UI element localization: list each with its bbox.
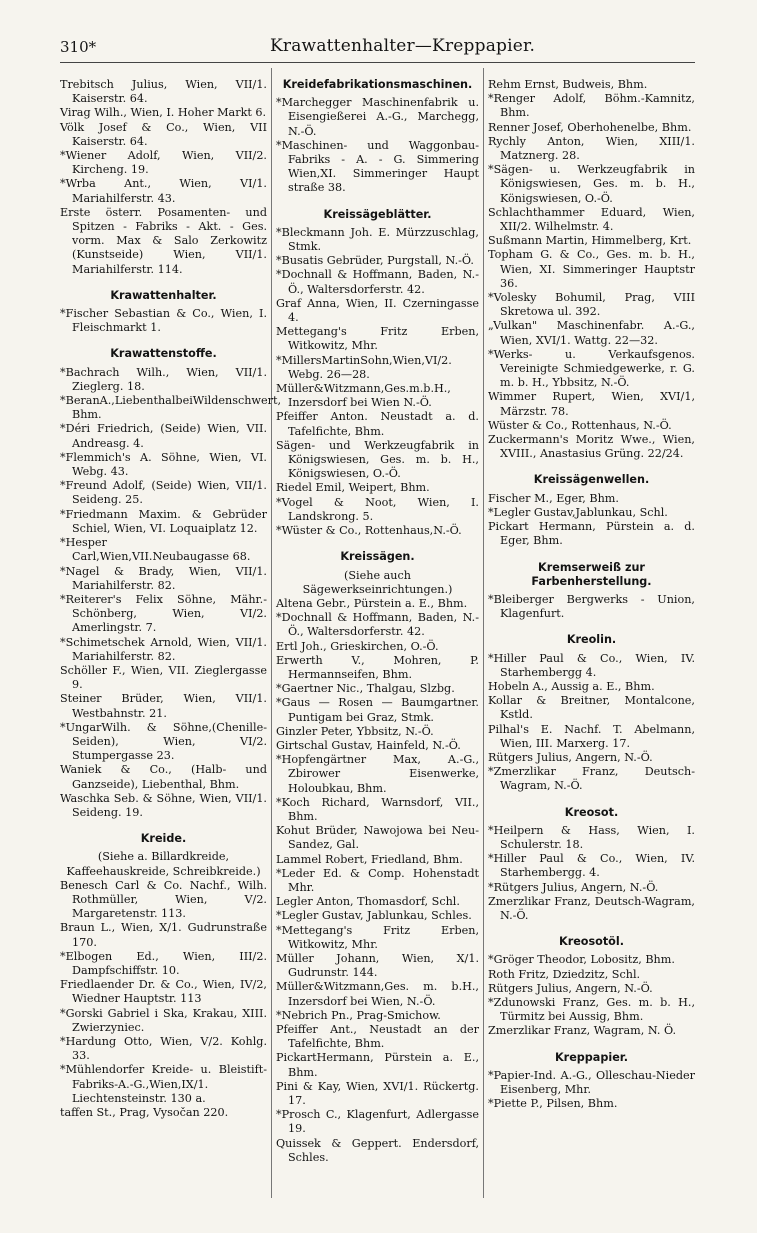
directory-entry: *Bleiberger Bergwerks - Union, Klagenfurt. bbox=[488, 592, 695, 621]
directory-entry: Rütgers Julius, Angern, N.-Ö. bbox=[488, 750, 653, 764]
directory-entry: *Reiterer's Felix Söhne, Mähr.-Schönberg, Wien, VI/2. Amerlingstr. 7. bbox=[60, 592, 267, 635]
directory-entry: *Gaertner Nic., Thalgau, Slzbg. bbox=[276, 682, 455, 696]
directory-entry: Erwerth V., Mohren, P. Hermannseifen, Bhm. bbox=[276, 653, 479, 681]
directory-entry: *Piette P., Pilsen, Bhm. bbox=[488, 1097, 618, 1111]
directory-entry: *Mettegang's Fritz Erben, Witkowitz, Mhr. bbox=[276, 923, 479, 951]
directory-entry: *Schimetschek Arnold, Wien, VII/1. Mariahilferstr. 82. bbox=[60, 635, 267, 663]
directory-entry: *MillersMartinSohn,Wien,VI/2. Webg. 26—28. bbox=[276, 353, 452, 381]
directory-entry: Pfeiffer Ant., Neustadt an der Tafelfichte, Bhm. bbox=[276, 1023, 479, 1051]
section-heading: Kreolin. bbox=[566, 633, 617, 647]
directory-entry: *Volesky Bohumil, Prag, VIII Skretowa ul. 392. bbox=[488, 291, 695, 319]
directory-entry: Hobeln A., Aussig a. E., Bhm. bbox=[488, 679, 655, 693]
directory-entry: *Leder Ed. & Comp. Hohenstadt Mhr. bbox=[276, 866, 479, 894]
directory-entry: taffen St., Prag, Vysočan 220. bbox=[60, 1106, 229, 1120]
directory-entry: *Renger Adolf, Böhm.-Kamnitz, Bhm. bbox=[488, 92, 695, 120]
directory-entry: *Papier-Ind. A.-G., Olleschau-Nieder Eisenberg, Mhr. bbox=[488, 1068, 695, 1096]
section-heading: Kremserweiß zur Farbenherstellung. bbox=[531, 560, 652, 588]
column-divider bbox=[483, 68, 484, 1198]
section-heading: Kreide. bbox=[140, 832, 187, 846]
directory-entry: *Prosch C., Klagenfurt, Adlergasse 19. bbox=[276, 1108, 479, 1136]
directory-entry: Roth Fritz, Dziedzitz, Schl. bbox=[488, 967, 641, 981]
directory-entry: *Heilpern & Hass, Wien, I. Schulerstr. 18. bbox=[488, 823, 695, 851]
directory-entry: Lammel Robert, Friedland, Bhm. bbox=[276, 852, 463, 866]
directory-entry: Wüster & Co., Rottenhaus, N.-Ö. bbox=[488, 418, 672, 432]
directory-entry: Sußmann Martin, Himmelberg, Krt. bbox=[488, 234, 692, 248]
directory-entry: *Déri Friedrich, (Seide) Wien, VII. Andreasg. 4. bbox=[60, 422, 267, 450]
directory-entry: *BeranA.,LiebenthalbeiWildenschwert, Bhm. bbox=[60, 394, 282, 422]
directory-entry: Kohut Brüder, Nawojowa bei Neu-Sandez, Gal. bbox=[276, 824, 479, 852]
directory-entry: Waniek & Co., (Halb- und Ganzseide), Liebenthal, Bhm. bbox=[60, 763, 267, 791]
directory-entry: *Wiener Adolf, Wien, VII/2. Kircheng. 19. bbox=[60, 149, 267, 177]
section-heading: Kreidefabrikationsmaschinen. bbox=[282, 78, 473, 91]
directory-entry: Ginzler Peter, Ybbsitz, N.-Ö. bbox=[276, 724, 434, 738]
section-note: (Siehe auch Sägewerkseinrichtungen.) bbox=[302, 568, 453, 596]
section-heading: Kreissägen. bbox=[340, 550, 415, 564]
directory-entry: *Zdunowski Franz, Ges. m. b. H., Türmitz bei Aussig, Bhm. bbox=[488, 995, 695, 1024]
directory-entry: Müller&Witzmann,Ges.m.b.H., Inzersdorf bei Wien N.-Ö. bbox=[276, 382, 451, 410]
directory-entry: *Elbogen Ed., Wien, III/2. Dampfschiffstr. 10. bbox=[60, 949, 267, 977]
directory-entry: Mettegang's Fritz Erben, Witkowitz, Mhr. bbox=[276, 325, 479, 353]
directory-entry: *Fischer Sebastian & Co., Wien, I. Fleischmarkt 1. bbox=[60, 307, 267, 335]
directory-entry: *Busatis Gebrüder, Purgstall, N.-Ö. bbox=[276, 254, 474, 268]
directory-entry: Steiner Brüder, Wien, VII/1. Westbahnstr. 21. bbox=[60, 692, 267, 720]
directory-entry: *Freund Adolf, (Seide) Wien, VII/1. Seideng. 25. bbox=[60, 479, 267, 507]
directory-entry: Rychly Anton, Wien, XIII/1. Matznerg. 28. bbox=[488, 134, 695, 163]
directory-entry: *Hiller Paul & Co., Wien, IV. Starhembergg. 4. bbox=[488, 852, 695, 880]
directory-entry: Renner Josef, Oberhohenelbe, Bhm. bbox=[488, 120, 692, 134]
column-2 bbox=[276, 78, 479, 1165]
directory-entry: Erste österr. Posamenten- und Spitzen - Fabriks - Akt. - Ges. vorm. Max & Salo Zerkowitz (Kunstseide) Wien, VII/1. Mariahilferstr. 114. bbox=[60, 205, 267, 276]
directory-entry: Zmerzlikar Franz, Deutsch-Wagram, N.-Ö. bbox=[488, 894, 695, 922]
directory-entry: *Hesper Carl,Wien,VII.Neubaugasse 68. bbox=[60, 536, 251, 564]
running-title: Krawattenhalter—Kreppapier. bbox=[270, 36, 536, 56]
directory-entry: Riedel Emil, Weipert, Bhm. bbox=[276, 481, 430, 495]
directory-entry: Völk Josef & Co., Wien, VII Kaiserstr. 64. bbox=[60, 120, 267, 148]
directory-entry: Schöller F., Wien, VII. Zieglergasse 9. bbox=[60, 663, 267, 692]
directory-entry: Schlachthammer Eduard, Wien, XII/2. Wilhelmstr. 4. bbox=[488, 205, 695, 234]
directory-entry: *Bachrach Wilh., Wien, VII/1. Zieglerg. 18. bbox=[60, 365, 267, 393]
directory-entry: Trebitsch Julius, Wien, VII/1. Kaiserstr. 64. bbox=[60, 78, 267, 106]
directory-entry: *Hopfengärtner Max, A.-G., Zbirower Eisenwerke, Holoubkau, Bhm. bbox=[276, 753, 479, 795]
directory-entry: *Legler Gustav,Jablunkau, Schl. bbox=[488, 505, 668, 519]
directory-entry: *Hiller Paul & Co., Wien, IV. Starhembergg 4. bbox=[488, 651, 695, 679]
section-heading: Krawattenhalter. bbox=[110, 288, 217, 302]
directory-entry: Altena Gebr., Pürstein a. E., Bhm. bbox=[276, 596, 468, 610]
directory-entry: *Bleckmann Joh. E. Mürzzuschlag, Stmk. bbox=[276, 225, 479, 254]
directory-entry: Rütgers Julius, Angern, N.-Ö. bbox=[488, 981, 653, 995]
column-divider bbox=[271, 68, 272, 1198]
directory-entry: Zuckermann's Moritz Wwe., Wien, XVIII., Anastasius Grüng. 22/24. bbox=[488, 433, 695, 461]
directory-entry: *Gorski Gabriel i Ska, Krakau, XIII. Zwierzyniec. bbox=[60, 1006, 267, 1034]
directory-entry: Friedlaender Dr. & Co., Wien, IV/2, Wiedner Hauptstr. 113 bbox=[60, 978, 267, 1006]
directory-entry: *Rütgers Julius, Angern, N.-Ö. bbox=[488, 880, 659, 894]
directory-entry: PickartHermann, Pürstein a. E., Bhm. bbox=[276, 1051, 479, 1079]
directory-entry: Quissek & Geppert. Endersdorf, Schles. bbox=[276, 1136, 479, 1164]
directory-entry: Graf Anna, Wien, II. Czerningasse 4. bbox=[276, 296, 479, 325]
directory-entry: *Legler Gustav, Jablunkau, Schles. bbox=[276, 909, 472, 923]
column-1 bbox=[60, 78, 282, 1120]
directory-entry: Waschka Seb. & Söhne, Wien, VII/1. Seideng. 19. bbox=[60, 791, 267, 819]
directory-entry: Benesch Carl & Co. Nachf., Wilh. Rothmüller, Wien, V/2. Margaretenstr. 113. bbox=[60, 878, 267, 921]
directory-entry: *Hardung Otto, Wien, V/2. Kohlg. 33. bbox=[60, 1035, 267, 1063]
directory-entry: *Dochnall & Hoffmann, Baden, N.-Ö., Waltersdorferstr. 42. bbox=[276, 611, 479, 639]
directory-entry: *Sägen- u. Werkzeugfabrik in Königswiesen, Ges. m. b. H., Königswiesen, O.-Ö. bbox=[488, 163, 695, 205]
section-heading: Kreosot. bbox=[564, 805, 619, 819]
directory-entry: *Koch Richard, Warnsdorf, VII., Bhm. bbox=[276, 795, 479, 823]
directory-entry: Müller Johann, Wien, X/1. Gudrunstr. 144. bbox=[276, 951, 479, 980]
directory-entry: *UngarWilh. & Söhne,(Chenille-Seiden), Wien, VI/2. Stumpergasse 23. bbox=[60, 720, 267, 763]
directory-entry: Braun L., Wien, X/1. Gudrunstraße 170. bbox=[60, 921, 267, 949]
directory-entry: *Wrba Ant., Wien, VI/1. Mariahilferstr. 43. bbox=[60, 177, 267, 205]
directory-entry: Kollar & Breitner, Montalcone, Kstld. bbox=[488, 694, 695, 722]
directory-entry: *Friedmann Maxim. & Gebrüder Schiel, Wien, VI. Loquaiplatz 12. bbox=[60, 507, 267, 535]
directory-entry: Pilhal's E. Nachf. T. Abelmann, Wien, III. Marxerg. 17. bbox=[488, 722, 695, 750]
directory-entry: Ertl Joh., Grieskirchen, O.-Ö. bbox=[276, 639, 439, 653]
directory-entry: *Nebrich Pn., Prag-Smichow. bbox=[276, 1008, 441, 1022]
directory-entry: Fischer M., Eger, Bhm. bbox=[488, 491, 619, 505]
directory-entry: Müller&Witzmann,Ges. m. b.H., Inzersdorf bei Wien, N.-Ö. bbox=[276, 980, 479, 1008]
directory-entry: *Flemmich's A. Söhne, Wien, VI. Webg. 43. bbox=[60, 450, 267, 479]
directory-entry: *Marchegger Maschinenfabrik u. Eisengießerei A.-G., Marchegg, N.-Ö. bbox=[276, 96, 479, 138]
directory-entry: „Vulkan" Maschinenfabr. A.-G., Wien, XVI/1. Wattg. 22—32. bbox=[488, 319, 695, 347]
directory-entry: Topham G. & Co., Ges. m. b. H., Wien, XI. Simmeringer Hauptstr 36. bbox=[488, 248, 695, 290]
page-number: 310* bbox=[60, 38, 97, 56]
directory-entry: *Werks- u. Verkaufsgenos. Vereinigte Schmiedgewerke, r. G. m. b. H., Ybbsitz, N.-Ö. bbox=[488, 347, 695, 390]
directory-entry: *Maschinen- und Waggonbau-Fabriks - A. - G. Simmering Wien,XI. Simmeringer Haupt straße 38. bbox=[276, 138, 479, 195]
directory-entry: *Dochnall & Hoffmann, Baden, N.-Ö., Waltersdorferstr. 42. bbox=[276, 268, 479, 296]
directory-entry: Legler Anton, Thomasdorf, Schl. bbox=[276, 895, 460, 909]
directory-entry: *Wüster & Co., Rottenhaus,N.-Ö. bbox=[276, 524, 462, 538]
directory-entry: Sägen- und Werkzeugfabrik in Königswiesen, Ges. m. b. H., Königswiesen, O.-Ö. bbox=[276, 438, 479, 481]
directory-entry: *Gaus — Rosen — Baumgartner. Puntigam bei Graz, Stmk. bbox=[276, 696, 479, 724]
section-note: (Siehe a. Billardkreide, Kaffeehauskreide, Schreibkreide.) bbox=[66, 850, 261, 878]
section-heading: Krawattenstoffe. bbox=[110, 347, 217, 361]
section-heading: Kreissägenwellen. bbox=[533, 473, 650, 487]
directory-entry: Wimmer Rupert, Wien, XVI/1, Märzstr. 78. bbox=[488, 390, 695, 418]
directory-entry: Rehm Ernst, Budweis, Bhm. bbox=[488, 78, 648, 91]
directory-entry: Zmerzlikar Franz, Wagram, N. Ö. bbox=[488, 1024, 677, 1038]
directory-entry: Pickart Hermann, Pürstein a. d. Eger, Bhm. bbox=[488, 520, 695, 548]
section-heading: Kreissägeblätter. bbox=[323, 207, 432, 221]
directory-entry: Virag Wilh., Wien, I. Hoher Markt 6. bbox=[60, 106, 267, 120]
section-heading: Kreosotöl. bbox=[559, 935, 624, 949]
directory-entry: Pini & Kay, Wien, XVI/1. Rückertg. 17. bbox=[276, 1079, 479, 1108]
header-rule bbox=[60, 62, 695, 63]
directory-entry: *Vogel & Noot, Wien, I. Landskrong. 5. bbox=[276, 495, 479, 523]
directory-entry: Pfeiffer Anton. Neustadt a. d. Tafelfichte, Bhm. bbox=[276, 410, 479, 438]
directory-entry: Girtschal Gustav, Hainfeld, N.-Ö. bbox=[276, 738, 461, 752]
directory-entry: *Zmerzlikar Franz, Deutsch-Wagram, N.-Ö. bbox=[488, 765, 695, 793]
directory-entry: *Mühlendorfer Kreide- u. Bleistift-Fabriks-A.-G.,Wien,IX/1. Liechtensteinstr. 130 a. bbox=[60, 1063, 267, 1105]
column-3 bbox=[488, 78, 695, 1111]
section-heading: Kreppapier. bbox=[555, 1050, 628, 1064]
directory-entry: *Nagel & Brady, Wien, VII/1. Mariahilferstr. 82. bbox=[60, 564, 267, 592]
directory-entry: *Gröger Theodor, Lobositz, Bhm. bbox=[488, 953, 675, 967]
